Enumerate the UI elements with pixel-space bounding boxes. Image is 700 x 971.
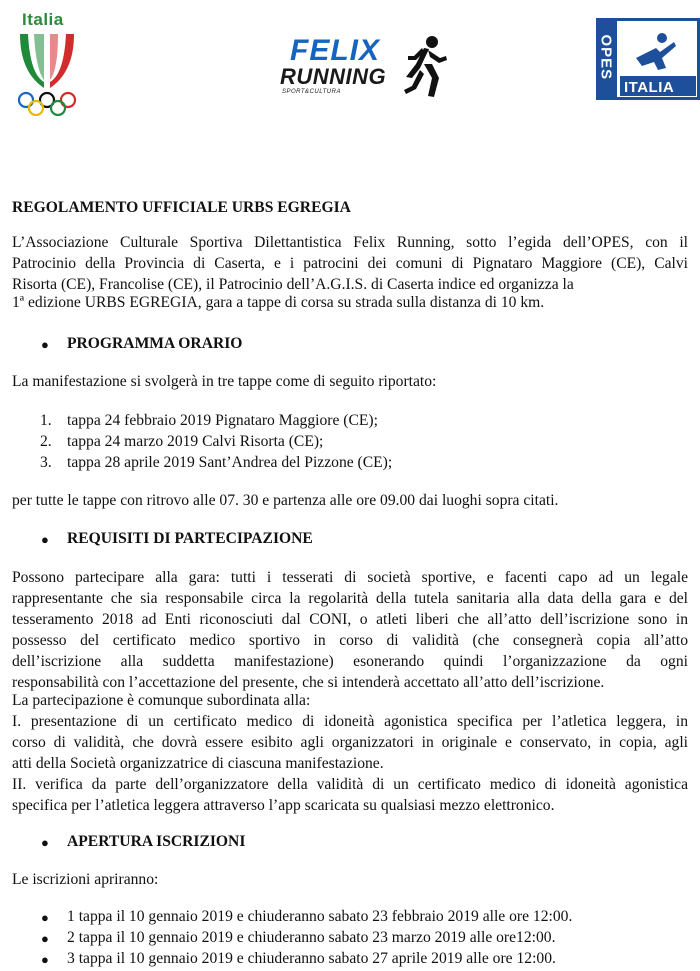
felix-logo-text: FELIX <box>290 34 381 67</box>
olympic-flag-icon <box>14 30 80 116</box>
runner-icon <box>402 34 452 100</box>
requisiti-line-3: tesseramento 2018 ad Enti riconosciuti dal CONI, o atleti liberi che all’atto dell’iscrizione sono in <box>12 611 688 628</box>
requisiti-line-6: responsabilità con l’accettazione del presente, che si intenderà accettato all’atto dell’iscrizione. <box>12 674 605 691</box>
requisiti-point1-line-2: corso di validità, che dovrà essere esibito agli organizzatori in originale e conservato, in copia, agli <box>12 734 688 751</box>
requisiti-line-2: rappresentante che sia responsabile circa la regolarità della tutela sanitaria alla data della gara e del <box>12 590 688 607</box>
programma-intro: La manifestazione si svolgerà in tre tappe come di seguito riportato: <box>12 373 437 390</box>
requisiti-point1-line-1: I. presentazione di un certificato medico di idoneità agonistica specifica per l’atletica leggera, in <box>12 713 688 730</box>
programma-item: tappa 24 febbraio 2019 Pignataro Maggiore (CE); <box>67 412 378 429</box>
requisiti-heading: REQUISITI DI PARTECIPAZIONE <box>67 530 313 547</box>
iscrizioni-intro: Le iscrizioni apriranno: <box>12 871 159 888</box>
bullet-icon: ● <box>41 952 49 967</box>
programma-item-number: 3. <box>40 454 52 471</box>
italia-logo-text: Italia <box>22 10 64 29</box>
programma-heading: PROGRAMMA ORARIO <box>67 335 243 352</box>
requisiti-sub: La partecipazione è comunque subordinata alla: <box>12 692 311 709</box>
running-logo-text: RUNNING <box>280 64 387 89</box>
requisiti-point2-line-1: II. verifica da parte dell’organizzatore della validità di un certificato medico di idoneità agonistica <box>12 776 688 793</box>
opes-italia-text: ITALIA <box>624 79 675 96</box>
programma-item-number: 1. <box>40 412 52 429</box>
intro-line-1: L’Associazione Culturale Sportiva Dilettantistica Felix Running, sotto l’egida dell’OPES, con il <box>12 234 688 251</box>
felix-running-logo <box>278 34 453 102</box>
intro-line-3: Risorta (CE), Francolise (CE), il Patrocinio dell’A.G.I.S. di Caserta indice ed organizza la <box>12 276 574 293</box>
bullet-icon: ● <box>41 931 49 946</box>
italia-olympic-logo <box>14 10 80 118</box>
requisiti-line-5: dell’iscrizione alla suddetta manifestazione) esonerando quindi l’organizzazione da ogni <box>12 653 688 670</box>
intro-line-4: 1ª edizione URBS EGREGIA, gara a tappe di corsa su strada sulla distanza di 10 km. <box>12 294 545 311</box>
opes-italia-logo <box>596 18 700 100</box>
programma-item: tappa 24 marzo 2019 Calvi Risorta (CE); <box>67 433 324 450</box>
iscrizioni-item: 3 tappa il 10 gennaio 2019 e chiuderanno sabato 27 aprile 2019 alle ore 12:00. <box>67 950 556 967</box>
iscrizioni-item: 2 tappa il 10 gennaio 2019 e chiuderanno sabato 23 marzo 2019 alle ore12:00. <box>67 929 556 946</box>
programma-note: per tutte le tappe con ritrovo alle 07. 30 e partenza alle ore 09.00 dai luoghi sopra citati. <box>12 492 559 509</box>
programma-item-number: 2. <box>40 433 52 450</box>
bullet-icon: ● <box>41 337 49 352</box>
document-title: REGOLAMENTO UFFICIALE URBS EGREGIA <box>12 199 351 216</box>
requisiti-line-1: Possono partecipare alla gara: tutti i tesserati di società sportive, e facenti capo ad un legale <box>12 569 688 586</box>
requisiti-point1-line-3: atti della Società organizzatrice di ciascuna manifestazione. <box>12 755 384 772</box>
requisiti-line-4: possesso del certificato medico sportivo in corso di validità (che consegnerà copia all’atto <box>12 632 688 649</box>
requisiti-point2-line-2: specifica per l’atletica leggera attraverso l’app scaricata su qualsiasi mezzo elettronico. <box>12 797 555 814</box>
bullet-icon: ● <box>41 532 49 547</box>
intro-line-2: Patrocinio della Provincia di Caserta, e i patrocini dei comuni di Pignataro Maggiore (CE), Calvi <box>12 255 688 272</box>
opes-logo-text: OPES <box>597 34 615 81</box>
felix-tagline: SPORT&CULTURA <box>282 89 341 95</box>
bullet-icon: ● <box>41 835 49 850</box>
bullet-icon: ● <box>41 910 49 925</box>
programma-item: tappa 28 aprile 2019 Sant’Andrea del Pizzone (CE); <box>67 454 393 471</box>
iscrizioni-item: 1 tappa il 10 gennaio 2019 e chiuderanno sabato 23 febbraio 2019 alle ore 12:00. <box>67 908 573 925</box>
iscrizioni-heading: APERTURA ISCRIZIONI <box>67 833 246 850</box>
